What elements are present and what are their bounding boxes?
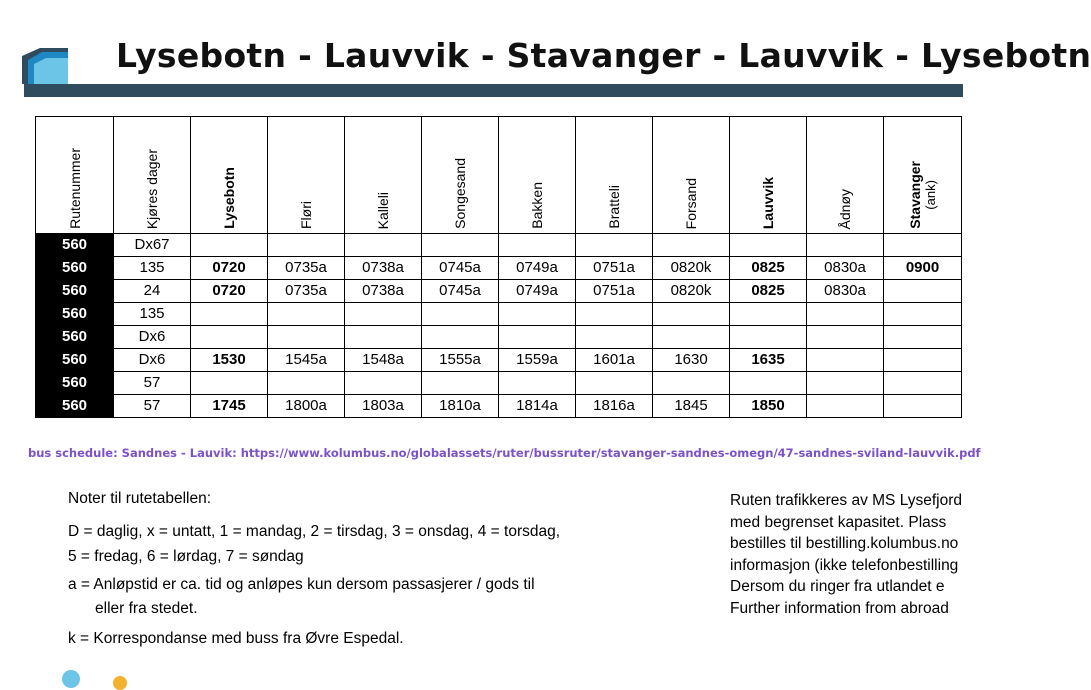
time-cell (499, 326, 576, 349)
decorative-dot-yellow (113, 676, 127, 690)
time-cell (653, 234, 730, 257)
operating-days-cell: 57 (114, 372, 191, 395)
time-cell (268, 326, 345, 349)
notes-heading: Noter til rutetabellen: (68, 490, 212, 507)
route-info-line: informasjon (ikke telefonbestilling (730, 556, 959, 574)
time-cell: 1545a (268, 349, 345, 372)
time-cell: 1845 (653, 395, 730, 418)
col-header-bakken: Bakken (499, 117, 576, 234)
route-number-cell: 560 (36, 372, 114, 395)
time-cell (345, 326, 422, 349)
time-cell (807, 349, 884, 372)
time-cell (730, 303, 807, 326)
time-cell (191, 372, 268, 395)
time-cell: 1850 (730, 395, 807, 418)
time-cell: 0735a (268, 257, 345, 280)
time-cell: 1530 (191, 349, 268, 372)
route-info-line: Further information from abroad (730, 599, 949, 617)
time-cell (807, 326, 884, 349)
time-cell: 1814a (499, 395, 576, 418)
time-cell (499, 372, 576, 395)
route-number-cell: 560 (36, 303, 114, 326)
timetable (35, 116, 962, 418)
time-cell (884, 372, 962, 395)
time-cell: 1803a (345, 395, 422, 418)
time-cell (884, 280, 962, 303)
time-cell: 0825 (730, 280, 807, 303)
col-header-bratteli: Bratteli (576, 117, 653, 234)
time-cell: 1810a (422, 395, 499, 418)
time-cell: 0900 (884, 257, 962, 280)
note-a-line-1: a = Anløpstid er ca. tid og anløpes kun dersom passasjerer / gods til (68, 576, 535, 593)
operating-days-cell: 24 (114, 280, 191, 303)
time-cell (884, 349, 962, 372)
time-cell (422, 234, 499, 257)
time-cell (499, 303, 576, 326)
time-cell: 0745a (422, 257, 499, 280)
time-cell (422, 303, 499, 326)
time-cell (191, 234, 268, 257)
operating-days-cell: Dx67 (114, 234, 191, 257)
time-cell (268, 234, 345, 257)
col-header-stavanger-label: Stavanger (906, 161, 923, 229)
bus-schedule-link[interactable]: bus schedule: Sandnes - Lauvik: https://www.kolumbus.no/globalassets/ruter/bussruter/stavanger-sandnes-omegn/47-sandnes-sviland-lauvvik.pdf (28, 446, 981, 460)
timetable-header-row (36, 117, 962, 234)
time-cell (268, 303, 345, 326)
time-cell (884, 395, 962, 418)
timetable-body (36, 234, 962, 418)
page-title: Lysebotn - Lauvvik - Stavanger - Lauvvik - Lysebotn (116, 36, 1091, 75)
time-cell (499, 234, 576, 257)
time-cell: 0751a (576, 280, 653, 303)
time-cell: 1548a (345, 349, 422, 372)
route-info-text (730, 490, 963, 619)
timetable-row (36, 372, 962, 395)
time-cell (422, 372, 499, 395)
time-cell (730, 234, 807, 257)
operating-days-cell: 57 (114, 395, 191, 418)
time-cell: 0830a (807, 280, 884, 303)
operating-days-cell: 135 (114, 303, 191, 326)
route-number-cell: 560 (36, 326, 114, 349)
time-cell: 1630 (653, 349, 730, 372)
route-number-cell: 560 (36, 349, 114, 372)
time-cell (191, 303, 268, 326)
time-cell: 1635 (730, 349, 807, 372)
col-header-rutenummer: Rutenummer (36, 117, 114, 234)
logo-lightblue-shape (34, 58, 68, 84)
timetable-row (36, 395, 962, 418)
time-cell (730, 372, 807, 395)
time-cell: 0751a (576, 257, 653, 280)
time-cell: 0745a (422, 280, 499, 303)
route-number-cell: 560 (36, 234, 114, 257)
timetable-row (36, 234, 962, 257)
time-cell (884, 303, 962, 326)
time-cell (345, 372, 422, 395)
time-cell: 1800a (268, 395, 345, 418)
col-header-flori: Fløri (268, 117, 345, 234)
operating-days-cell: Dx6 (114, 326, 191, 349)
time-cell: 1601a (576, 349, 653, 372)
time-cell (268, 372, 345, 395)
route-info-line: med begrenset kapasitet. Plass (730, 513, 947, 531)
operating-days-cell: 135 (114, 257, 191, 280)
time-cell (730, 326, 807, 349)
timetable-row (36, 303, 962, 326)
col-header-stavanger (884, 117, 962, 234)
timetable-row (36, 349, 962, 372)
note-days-line-1: D = daglig, x = untatt, 1 = mandag, 2 = tirsdag, 3 = onsdag, 4 = torsdag, (68, 523, 561, 540)
time-cell: 0738a (345, 280, 422, 303)
time-cell: 0720 (191, 257, 268, 280)
time-cell (191, 326, 268, 349)
kolumbus-logo-icon (22, 48, 68, 84)
route-info-line: bestilles til bestilling.kolumbus.no (730, 535, 959, 552)
time-cell (576, 326, 653, 349)
time-cell (653, 372, 730, 395)
note-days-line-2: 5 = fredag, 6 = lørdag, 7 = søndag (68, 548, 304, 565)
time-cell: 0735a (268, 280, 345, 303)
time-cell (653, 303, 730, 326)
route-number-cell: 560 (36, 280, 114, 303)
time-cell: 0820k (653, 280, 730, 303)
note-a-line-2: eller fra stedet. (95, 600, 198, 617)
time-cell (576, 303, 653, 326)
route-info-line: Ruten trafikkeres av MS Lysefjord (730, 492, 963, 509)
time-cell (576, 234, 653, 257)
time-cell: 1559a (499, 349, 576, 372)
route-number-cell: 560 (36, 257, 114, 280)
col-header-songesand: Songesand (422, 117, 499, 234)
time-cell (345, 303, 422, 326)
time-cell: 1745 (191, 395, 268, 418)
time-cell (807, 372, 884, 395)
timetable-row (36, 257, 962, 280)
time-cell: 0720 (191, 280, 268, 303)
time-cell: 0749a (499, 257, 576, 280)
time-cell (345, 234, 422, 257)
time-cell (807, 303, 884, 326)
title-underline-bar (24, 84, 963, 97)
time-cell: 0820k (653, 257, 730, 280)
time-cell (422, 326, 499, 349)
operating-days-cell: Dx6 (114, 349, 191, 372)
time-cell: 0738a (345, 257, 422, 280)
time-cell: 1555a (422, 349, 499, 372)
col-header-adnoy: Ådnøy (807, 117, 884, 234)
col-header-kalleli: Kalleli (345, 117, 422, 234)
col-header-kjores-dager: Kjøres dager (114, 117, 191, 234)
time-cell (807, 395, 884, 418)
col-header-forsand: Forsand (653, 117, 730, 234)
time-cell (576, 372, 653, 395)
time-cell (653, 326, 730, 349)
col-header-lauvvik: Lauvvik (730, 117, 807, 234)
time-cell: 0749a (499, 280, 576, 303)
col-header-stavanger-sub: (ank) (922, 180, 938, 210)
note-k: k = Korrespondanse med buss fra Øvre Espedal. (68, 630, 404, 647)
time-cell (807, 234, 884, 257)
time-cell (884, 326, 962, 349)
time-cell: 0825 (730, 257, 807, 280)
time-cell (884, 234, 962, 257)
time-cell: 0830a (807, 257, 884, 280)
time-cell: 1816a (576, 395, 653, 418)
route-info-line: Dersom du ringer fra utlandet e (730, 578, 945, 595)
timetable-row (36, 280, 962, 303)
route-number-cell: 560 (36, 395, 114, 418)
col-header-lysebotn: Lysebotn (191, 117, 268, 234)
timetable-row (36, 326, 962, 349)
decorative-dot-blue (62, 670, 80, 688)
